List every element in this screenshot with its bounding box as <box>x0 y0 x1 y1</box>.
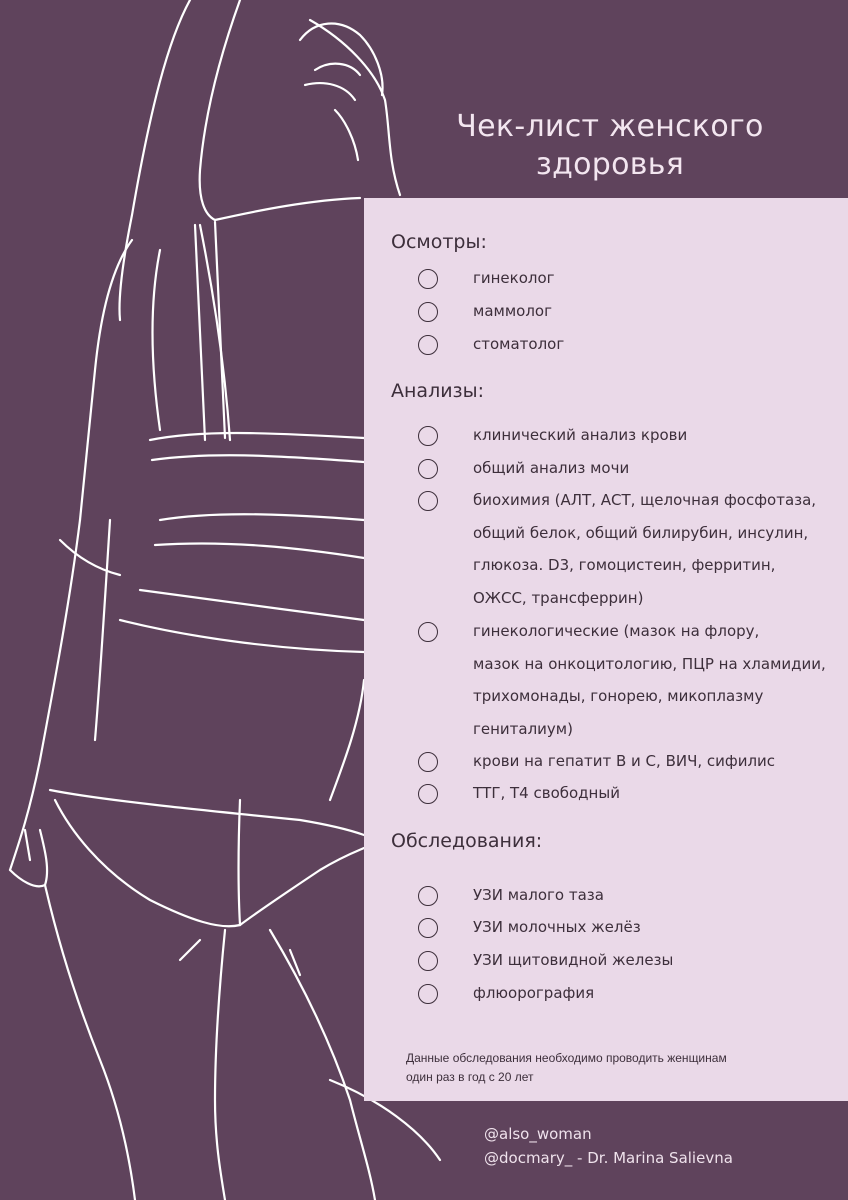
credits <box>484 1122 733 1170</box>
item-label: стоматолог <box>473 335 565 353</box>
item-label: биохимия (АЛТ, АСТ, щелочная фосфотаза, общий белок, общий билирубин, инсулин, глюкоза. D3, гомоцистеин, ферритин, ОЖСС, трансферрин) <box>473 491 817 607</box>
footnote-line: Данные обследования необходимо проводить женщинам <box>406 1051 727 1065</box>
item-label: общий анализ мочи <box>473 459 630 477</box>
item-label: гинекологические (мазок на флору, мазок на онкоцитологию, ПЦР на хламидии, трихомонады, гонорею, микоплазму гениталиум) <box>473 622 826 738</box>
footnote <box>406 1049 826 1087</box>
item-label: крови на гепатит В и С, ВИЧ, сифилис <box>473 752 776 770</box>
item-label: УЗИ молочных желёз <box>473 918 641 936</box>
title-line-1: Чек-лист женского <box>456 109 764 144</box>
checkbox-circle[interactable] <box>418 918 438 938</box>
checkbox-circle[interactable] <box>418 459 438 479</box>
checkbox-circle[interactable] <box>418 886 438 906</box>
item-label: флюорография <box>473 984 595 1002</box>
item-label: УЗИ малого таза <box>473 886 604 904</box>
section-title-studies: Обследования: <box>391 830 543 852</box>
checkbox-circle[interactable] <box>418 426 438 446</box>
item-label: маммолог <box>473 302 552 320</box>
checkbox-circle[interactable] <box>418 269 438 289</box>
item-label: УЗИ щитовидной железы <box>473 951 674 969</box>
checkbox-circle[interactable] <box>418 951 438 971</box>
section-title-tests: Анализы: <box>391 380 485 402</box>
checklist-card <box>364 198 848 1101</box>
checkbox-circle[interactable] <box>418 784 438 804</box>
title-line-2: здоровья <box>535 147 685 182</box>
checkbox-circle[interactable] <box>418 491 438 511</box>
checkbox-circle[interactable] <box>418 335 438 355</box>
footnote-line: один раз в год с 20 лет <box>406 1070 534 1084</box>
checkbox-circle[interactable] <box>418 752 438 772</box>
checkbox-circle[interactable] <box>418 622 438 642</box>
item-label: гинеколог <box>473 269 555 287</box>
checkbox-circle[interactable] <box>418 984 438 1004</box>
item-label: ТТГ, Т4 свободный <box>473 784 620 802</box>
item-label: клинический анализ крови <box>473 426 688 444</box>
credit-handle-2[interactable]: @docmary_ - Dr. Marina Salievna <box>484 1149 733 1167</box>
checkbox-circle[interactable] <box>418 302 438 322</box>
section-title-exams: Осмотры: <box>391 231 487 253</box>
page-title <box>400 108 820 184</box>
credit-handle-1[interactable]: @also_woman <box>484 1125 592 1143</box>
